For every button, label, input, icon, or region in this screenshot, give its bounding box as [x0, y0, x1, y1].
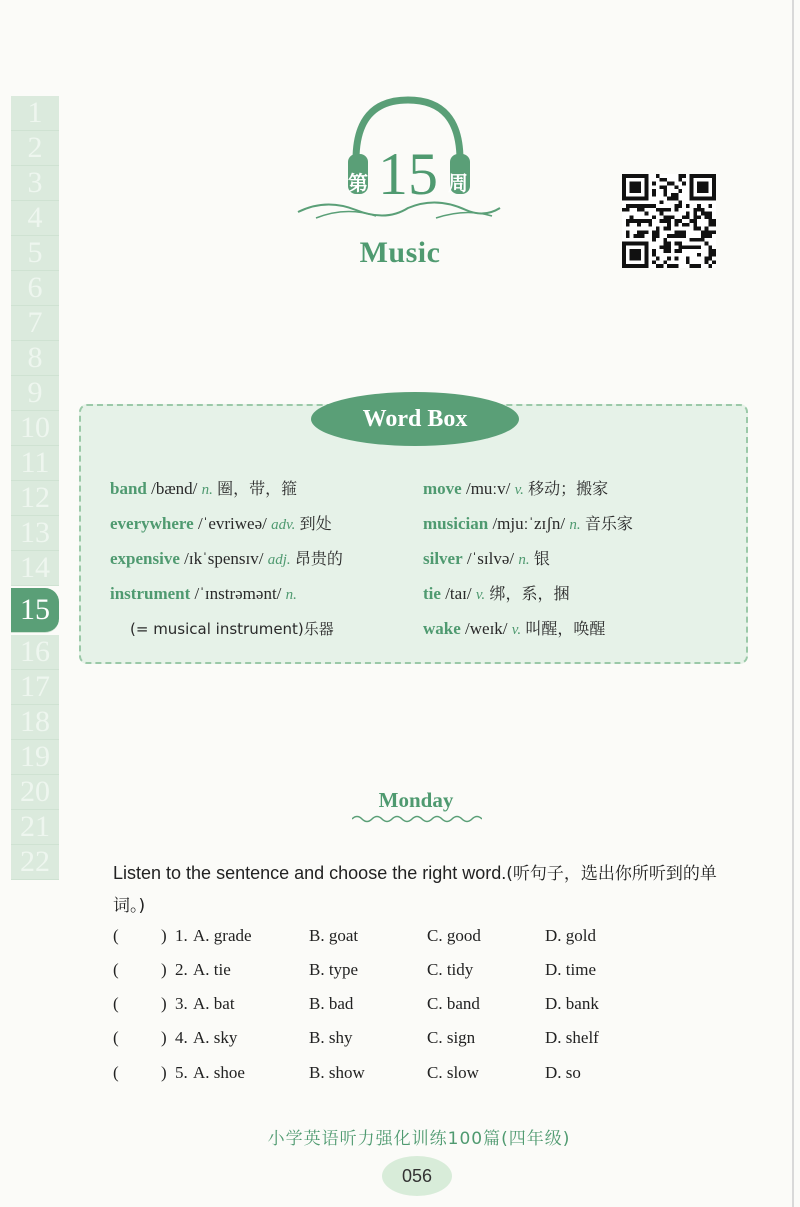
option-d[interactable]: D. so: [545, 1063, 581, 1082]
week-tab-10[interactable]: 10: [11, 411, 59, 446]
part-of-speech: n.: [518, 552, 530, 568]
phonetic: /bænd/: [151, 479, 198, 498]
option-c[interactable]: C. good: [427, 926, 481, 945]
word: expensive: [110, 549, 180, 568]
question-number: 5.: [175, 1063, 188, 1082]
week-tab-5[interactable]: 5: [11, 236, 59, 271]
phonetic: /ˈevriweə/: [197, 514, 267, 533]
week-tab-16[interactable]: 16: [11, 635, 59, 670]
part-of-speech: adj.: [267, 552, 291, 568]
week-tabs: [11, 96, 59, 880]
book-title: 小学英语听力强化训练100篇(四年级): [267, 1129, 571, 1149]
phonetic: /mjuːˈzɪʃn/: [492, 514, 566, 533]
part-of-speech: n.: [569, 517, 581, 533]
qr-code-icon[interactable]: [622, 174, 716, 268]
meaning: 音乐家: [584, 514, 633, 533]
week-tab-3[interactable]: 3: [11, 166, 59, 201]
option-a[interactable]: A. shoe: [193, 1063, 245, 1082]
question-number: 1.: [175, 926, 188, 945]
week-tab-12[interactable]: 12: [11, 481, 59, 516]
headphones-emblem: [296, 90, 506, 230]
instruction: [113, 858, 733, 922]
option-b[interactable]: B. bad: [309, 994, 354, 1013]
option-c[interactable]: C. slow: [427, 1063, 479, 1082]
answer-bracket: ): [161, 994, 167, 1013]
week-tab-7[interactable]: 7: [11, 306, 59, 341]
phonetic: /ˈsɪlvə/: [466, 549, 515, 568]
word: musician: [423, 514, 489, 533]
phonetic: /ɪkˈspensɪv/: [184, 549, 264, 568]
option-c[interactable]: C. band: [427, 994, 480, 1013]
page-number: 056: [382, 1156, 452, 1196]
part-of-speech: n.: [285, 587, 297, 603]
meaning: 到处: [299, 514, 332, 533]
part-of-speech: adv.: [271, 517, 296, 533]
word-entry: [110, 542, 420, 577]
emblem-suffix: 周: [448, 171, 468, 195]
meaning: 叫醒，唤醒: [525, 619, 606, 638]
option-a[interactable]: A. bat: [193, 994, 235, 1013]
word-list-left: [110, 472, 420, 646]
word-entry: [423, 612, 733, 647]
week-tab-13[interactable]: 13: [11, 516, 59, 551]
answer-bracket: ): [161, 1063, 167, 1082]
week-tab-14[interactable]: 14: [11, 551, 59, 586]
meaning: 圈，带，箍: [217, 479, 298, 498]
part-of-speech: v.: [511, 622, 522, 638]
meaning: 绑，系，捆: [489, 584, 570, 603]
phonetic: /weɪk/: [465, 619, 508, 638]
week-tab-1[interactable]: 1: [11, 96, 59, 131]
week-tab-2[interactable]: 2: [11, 131, 59, 166]
word: move: [423, 479, 462, 498]
phonetic: /muːv/: [465, 479, 511, 498]
option-b[interactable]: B. shy: [309, 1028, 353, 1047]
option-a[interactable]: A. grade: [193, 926, 252, 945]
phonetic: /ˈɪnstrəmənt/: [194, 584, 282, 603]
word-entry: [423, 472, 733, 507]
meaning: 银: [533, 549, 550, 568]
answer-bracket: ): [161, 960, 167, 979]
question-row: [113, 994, 673, 1024]
wavy-underline: [352, 814, 482, 824]
week-tab-20[interactable]: 20: [11, 775, 59, 810]
word: band: [110, 479, 147, 498]
word-entry: [423, 577, 733, 612]
option-a[interactable]: A. sky: [193, 1028, 238, 1047]
word-entry: [110, 577, 420, 612]
week-tab-22[interactable]: 22: [11, 845, 59, 880]
option-c[interactable]: C. tidy: [427, 960, 474, 979]
week-tab-8[interactable]: 8: [11, 341, 59, 376]
question-row: [113, 960, 673, 990]
option-d[interactable]: D. shelf: [545, 1028, 599, 1047]
instruction-cn: (听句子，选出你所听到的单词。): [113, 864, 717, 916]
week-tab-4[interactable]: 4: [11, 201, 59, 236]
meaning: 移动；搬家: [528, 479, 609, 498]
word-entry: [423, 542, 733, 577]
emblem-number: 15: [378, 141, 438, 207]
word-entry: [110, 472, 420, 507]
part-of-speech: v.: [514, 482, 524, 498]
week-tab-15[interactable]: 15: [11, 588, 59, 633]
meaning: 昂贵的: [294, 549, 343, 568]
week-tab-17[interactable]: 17: [11, 670, 59, 705]
week-tab-19[interactable]: 19: [11, 740, 59, 775]
option-d[interactable]: D. bank: [545, 994, 599, 1013]
day-heading: Monday: [378, 788, 454, 812]
part-of-speech: n.: [201, 482, 213, 498]
answer-bracket[interactable]: (: [113, 994, 119, 1013]
question-number: 3.: [175, 994, 188, 1013]
phonetic: /taɪ/: [445, 584, 472, 603]
question-row: [113, 1028, 673, 1058]
question-number: 4.: [175, 1028, 188, 1047]
answer-bracket[interactable]: (: [113, 1028, 119, 1047]
word-box-title: Word Box: [311, 392, 519, 446]
option-a[interactable]: A. tie: [193, 960, 231, 979]
week-tab-21[interactable]: 21: [11, 810, 59, 845]
word-note: (= musical instrument)乐器: [130, 620, 334, 638]
unit-title: Music: [359, 236, 441, 269]
option-c[interactable]: C. sign: [427, 1028, 476, 1047]
word: wake: [423, 619, 461, 638]
question-number: 2.: [175, 960, 188, 979]
answer-bracket[interactable]: (: [113, 926, 119, 945]
answer-bracket[interactable]: (: [113, 1063, 119, 1082]
answer-bracket: ): [161, 926, 167, 945]
word: everywhere: [110, 514, 194, 533]
part-of-speech: v.: [475, 587, 486, 603]
week-tab-18[interactable]: 18: [11, 705, 59, 740]
answer-bracket[interactable]: (: [113, 960, 119, 979]
word: instrument: [110, 584, 191, 603]
emblem-prefix: 第: [348, 171, 368, 195]
week-tab-11[interactable]: 11: [11, 446, 59, 481]
word-entry: [423, 507, 733, 542]
option-b[interactable]: B. goat: [309, 926, 359, 945]
answer-bracket: ): [161, 1028, 167, 1047]
option-d[interactable]: D. gold: [545, 926, 596, 945]
page-edge: [792, 0, 794, 1207]
word-entry: [110, 507, 420, 542]
word: tie: [423, 584, 441, 603]
week-tab-9[interactable]: 9: [11, 376, 59, 411]
option-b[interactable]: B. type: [309, 960, 359, 979]
word: silver: [423, 549, 463, 568]
word-list-right: [423, 472, 733, 647]
instruction-en: Listen to the sentence and choose the right word.: [113, 863, 507, 883]
question-row: [113, 1063, 673, 1093]
option-b[interactable]: B. show: [309, 1063, 365, 1082]
week-tab-6[interactable]: 6: [11, 271, 59, 306]
question-row: [113, 926, 673, 956]
option-d[interactable]: D. time: [545, 960, 596, 979]
